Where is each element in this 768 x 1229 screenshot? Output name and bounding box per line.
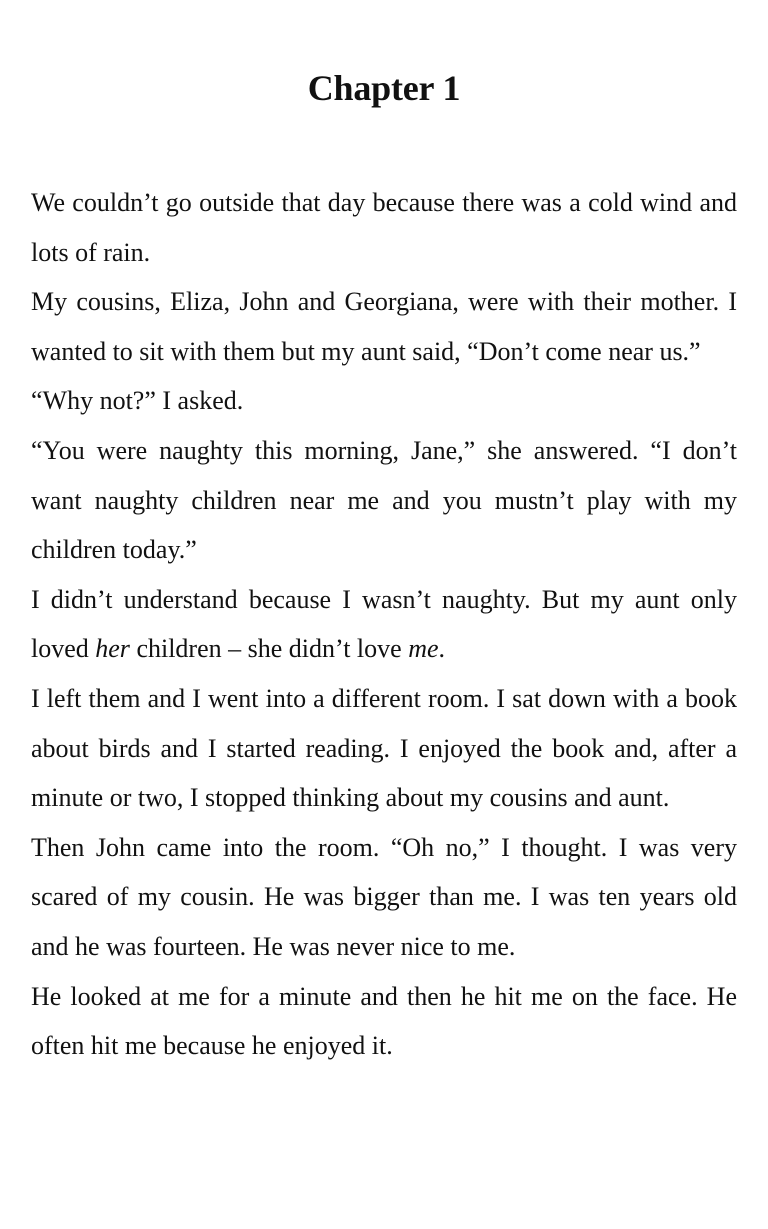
emphasized-text: me (408, 634, 439, 664)
paragraph: “Why not?” I asked. (31, 386, 244, 416)
paragraph: I left them and I went into a different room. I sat down with a book about birds and I started reading. I enjoyed the book and, after a minute or two, I stopped thinking about my cousins and aunt. (31, 683, 737, 813)
paragraph: He looked at me for a minute and then he hit me on the face. He often hit me because he enjoyed it. (31, 981, 737, 1061)
emphasized-text: her (95, 634, 130, 664)
chapter-title: Chapter 1 (307, 68, 461, 108)
paragraph (31, 575, 737, 674)
paragraph-text: children – she didn’t love (129, 634, 409, 664)
paragraph-text: I didn’t understand because I wasn’t naughty. But my aunt only loved (31, 584, 737, 664)
paragraph: My cousins, Eliza, John and Georgiana, were with their mother. I wanted to sit with them but my aunt said, “Don’t come near us.” (31, 287, 737, 366)
paragraph: We couldn’t go outside that day because there was a cold wind and lots of rain. (31, 188, 737, 267)
paragraph: Then John came into the room. “Oh no,” I thought. I was very scared of my cousin. He was bigger than me. I was ten years old and he was fourteen. He was never nice to me. (31, 832, 737, 961)
paragraph-text: . (438, 634, 446, 664)
chapter-body (31, 178, 737, 1071)
paragraph: “You were naughty this morning, Jane,” she answered. “I don’t want naughty children near me and you mustn’t play with my children today.” (31, 435, 737, 565)
